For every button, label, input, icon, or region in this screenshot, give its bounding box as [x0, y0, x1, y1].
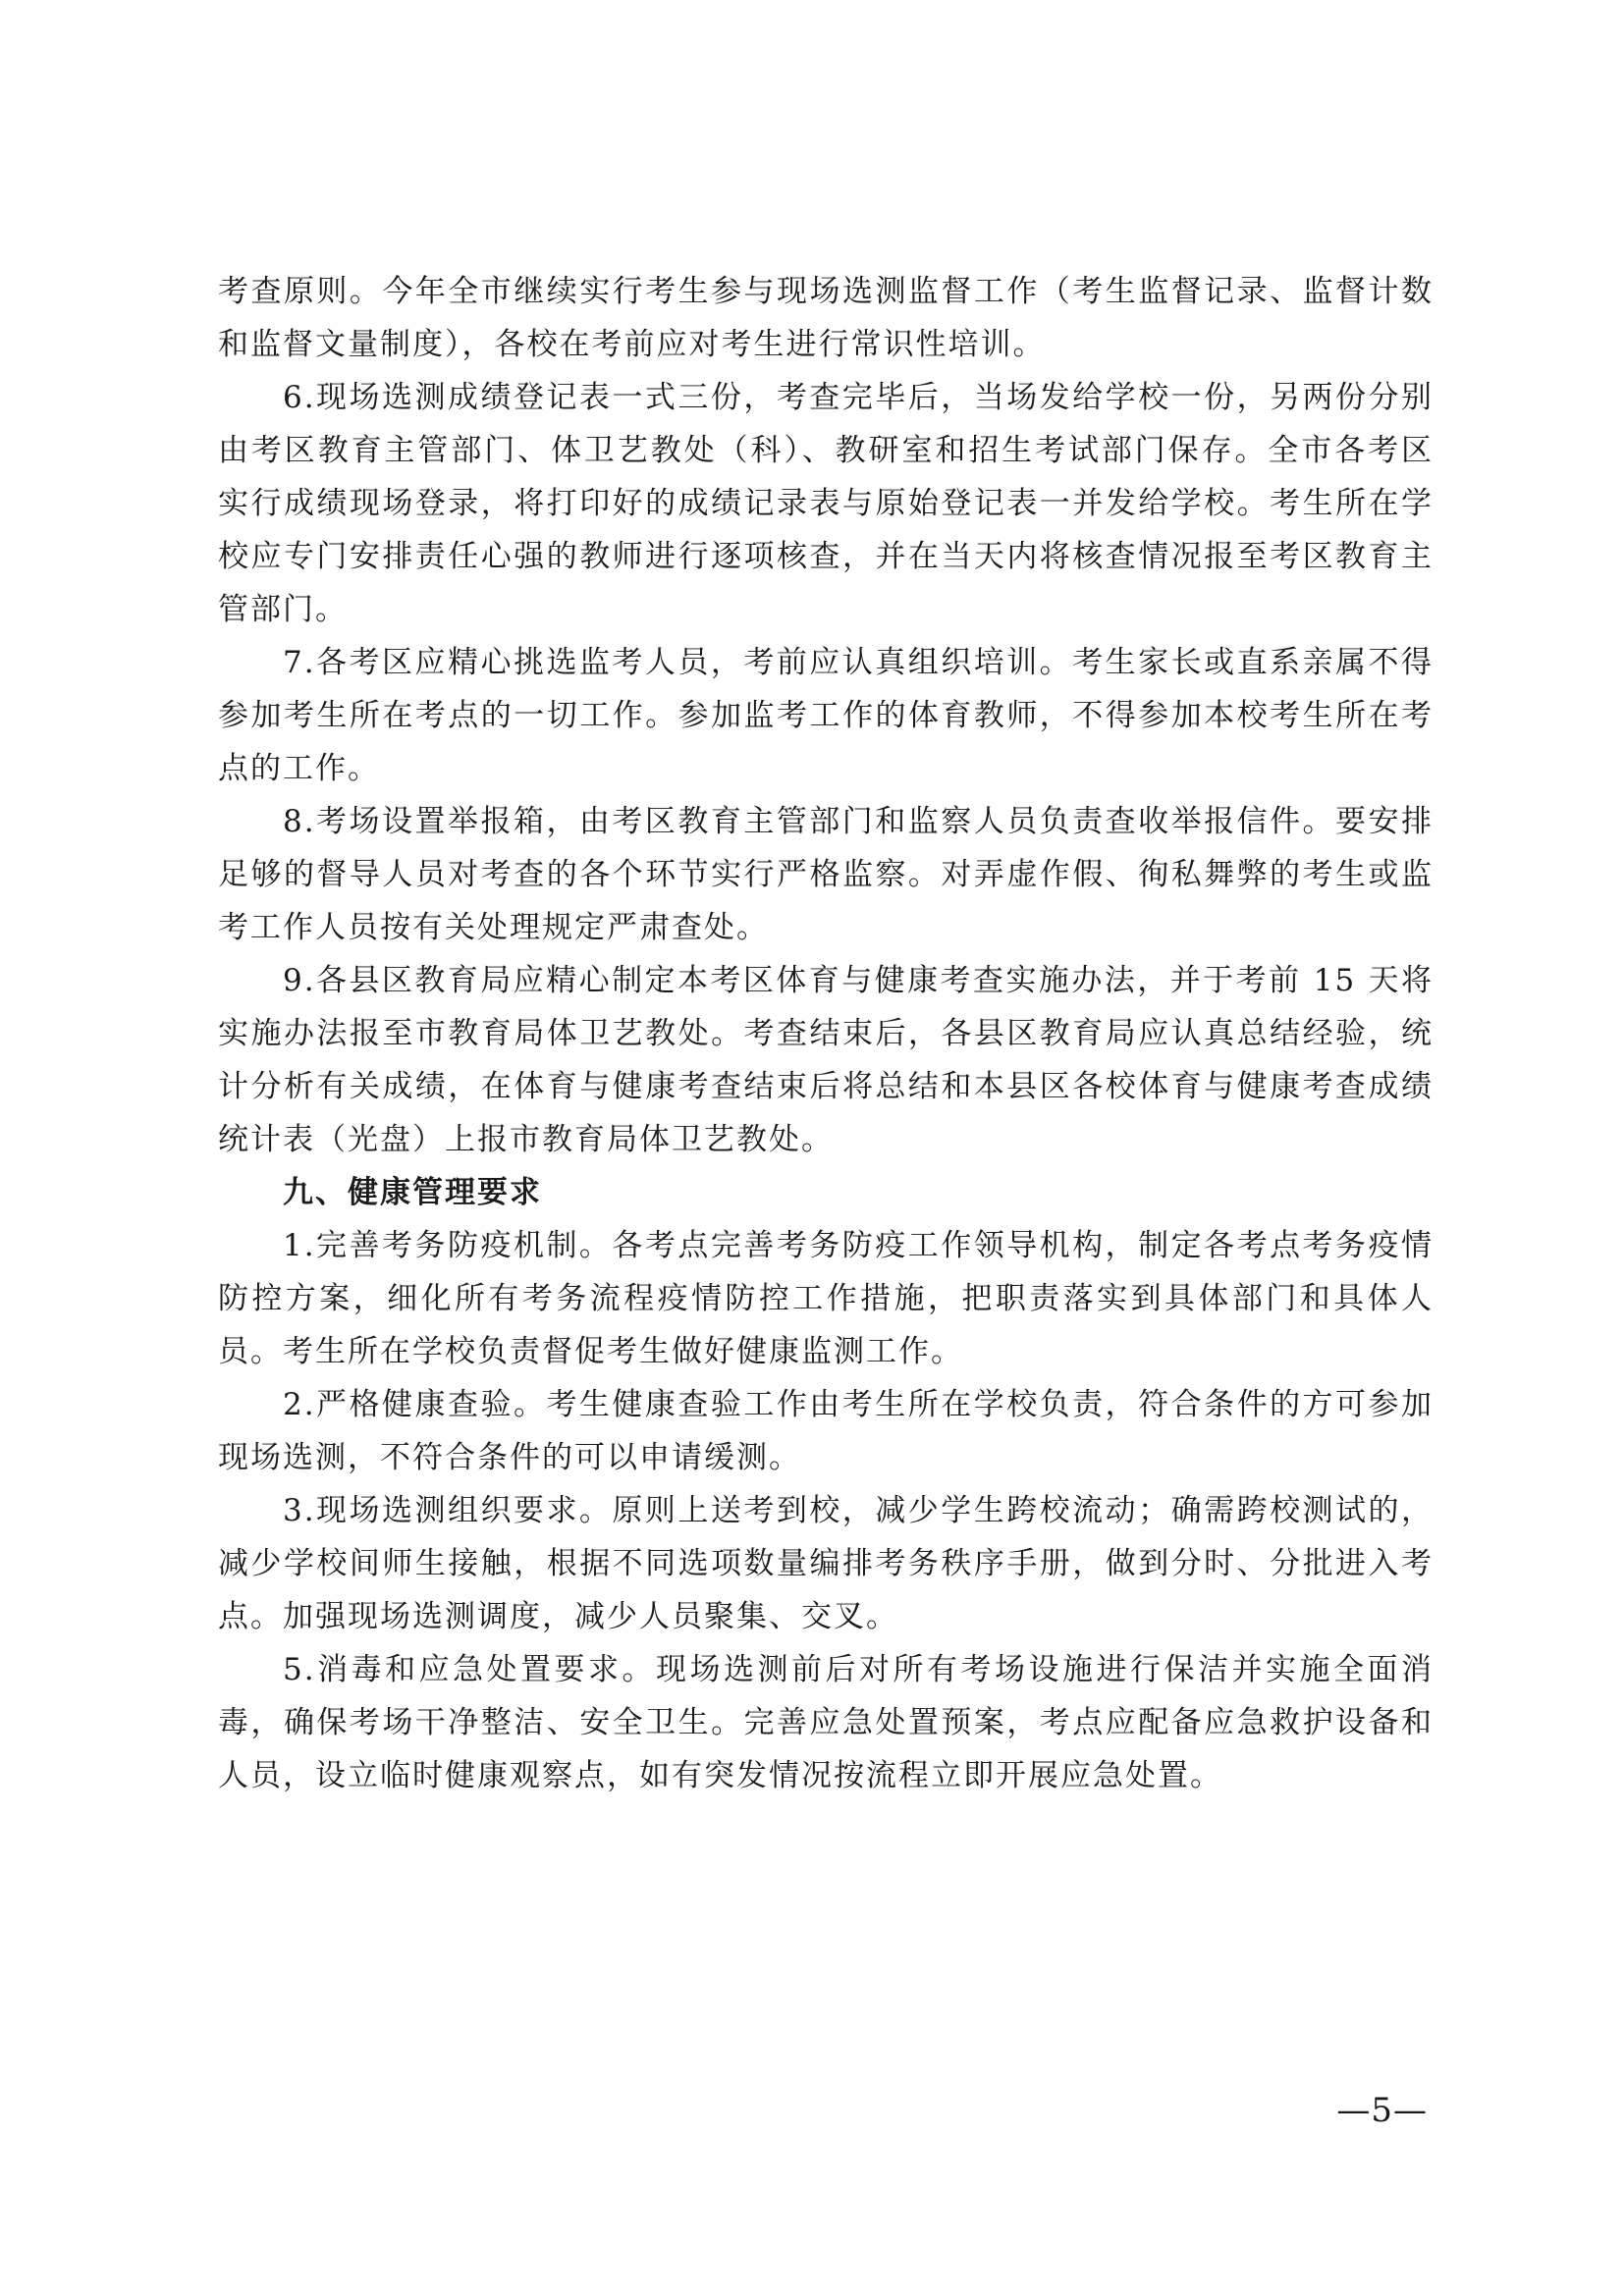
document-body: [218, 265, 1434, 1802]
paragraph-item-9: 9.各县区教育局应精心制定本考区体育与健康考查实施办法，并于考前 15 天将实施办法报至市教育局体卫艺教处。考查结束后，各县区教育局应认真总结经验，统计分析有关成绩，在体育与健康考查结束后将总结和本县区各校体育与健康考查成绩统计表（光盘）上报市教育局体卫艺教处。: [218, 963, 1434, 1157]
section-paragraph-3: 3.现场选测组织要求。原则上送考到校，减少学生跨校流动；确需跨校测试的，减少学校间师生接触，根据不同选项数量编排考务秩序手册，做到分时、分批进入考点。加强现场选测调度，减少人员聚集、交叉。: [218, 1493, 1434, 1634]
paragraph-item-8: 8.考场设置举报箱，由考区教育主管部门和监察人员负责查收举报信件。要安排足够的督导人员对考查的各个环节实行严格监察。对弄虚作假、徇私舞弊的考生或监考工作人员按有关处理规定严肃查处。: [218, 804, 1434, 945]
paragraph-item-6: 6.现场选测成绩登记表一式三份，考查完毕后，当场发给学校一份，另两份分别由考区教育主管部门、体卫艺教处（科）、教研室和招生考试部门保存。全市各考区实行成绩现场登录，将打印好的成绩记录表与原始登记表一并发给学校。考生所在学校应专门安排责任心强的教师进行逐项核查，并在当天内将核查情况报至考区教育主管部门。: [218, 380, 1434, 627]
paragraph-item-7: 7.各考区应精心挑选监考人员，考前应认真组织培训。考生家长或直系亲属不得参加考生所在考点的一切工作。参加监考工作的体育教师，不得参加本校考生所在考点的工作。: [218, 645, 1434, 786]
section-paragraph-2: 2.严格健康查验。考生健康查验工作由考生所在学校负责，符合条件的方可参加现场选测，不符合条件的可以申请缓测。: [218, 1387, 1434, 1475]
section-paragraph-5: 5.消毒和应急处置要求。现场选测前后对所有考场设施进行保洁并实施全面消毒，确保考场干净整洁、安全卫生。完善应急处置预案，考点应配备应急救护设备和人员，设立临时健康观察点，如有突发情况按流程立即开展应急处置。: [218, 1652, 1434, 1793]
paragraph-continued: 考查原则。今年全市继续实行考生参与现场选测监督工作（考生监督记录、监督计数和监督文量制度），各校在考前应对考生进行常识性培训。: [218, 274, 1434, 362]
page-number: —5—: [1336, 2091, 1428, 2130]
section-paragraph-1: 1.完善考务防疫机制。各考点完善考务防疫工作领导机构，制定各考点考务疫情防控方案，细化所有考务流程疫情防控工作措施，把职责落实到具体部门和具体人员。考生所在学校负责督促考生做好健康监测工作。: [218, 1228, 1434, 1369]
section-heading: 九、健康管理要求: [283, 1175, 542, 1210]
